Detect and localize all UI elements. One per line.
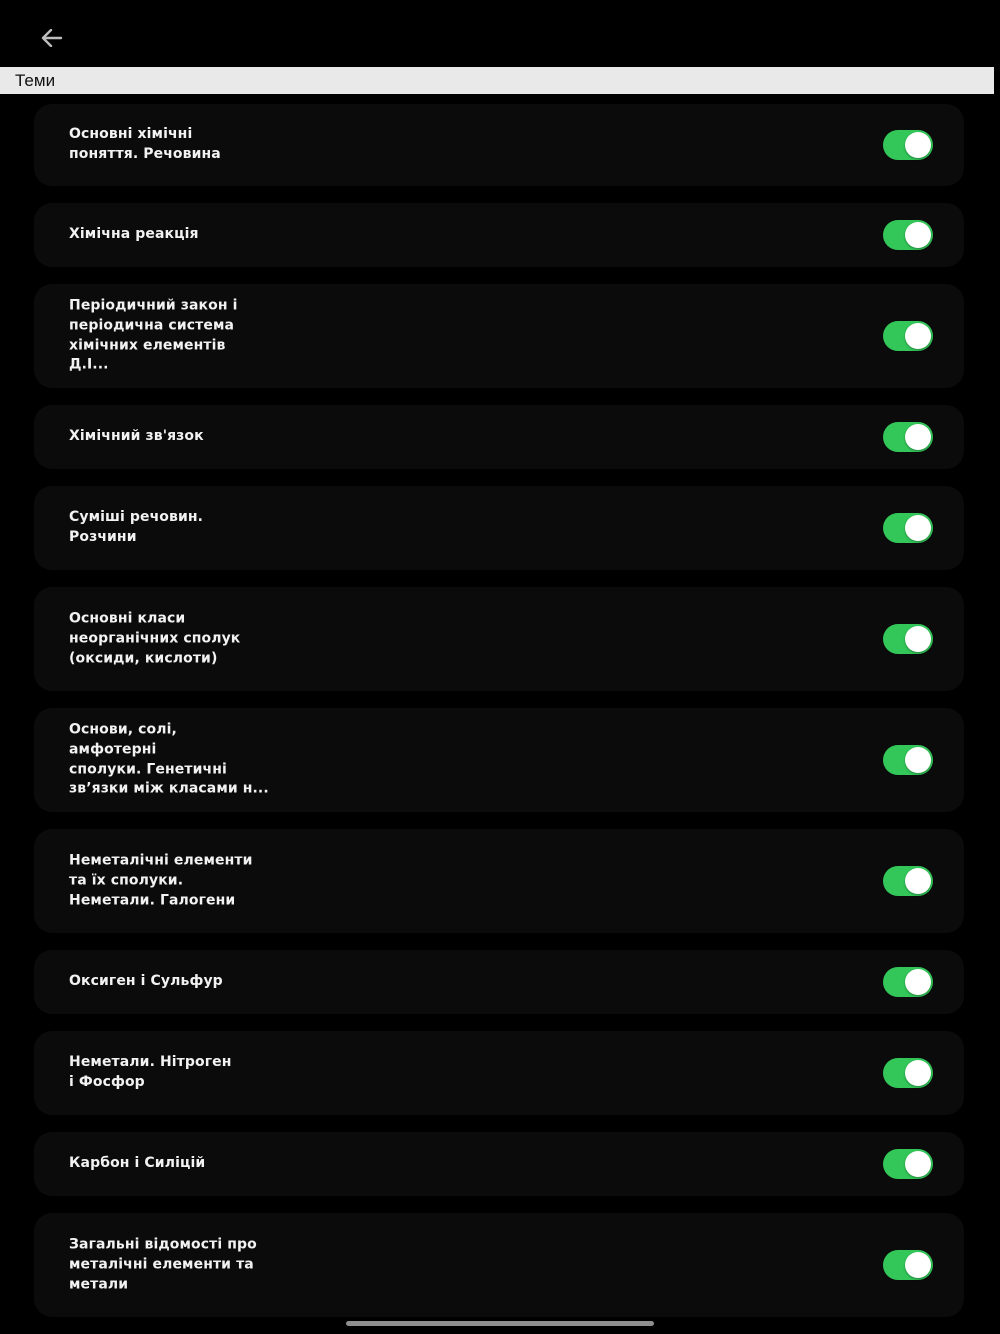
topic-label: Хімічний зв'язок [69, 428, 204, 445]
topic-label: Основні хімічні поняття. Речовина [69, 126, 221, 162]
toggle-knob [905, 1151, 931, 1177]
topic-row[interactable] [34, 829, 964, 933]
topic-row[interactable] [34, 950, 964, 1014]
topic-toggle[interactable] [883, 220, 933, 250]
topic-row[interactable] [34, 587, 964, 691]
section-header-topics: Теми [0, 67, 994, 94]
topic-row[interactable] [34, 1213, 964, 1317]
top-bar [0, 0, 1000, 67]
topic-label: Загальні відомості про металічні елементи та метали [69, 1236, 257, 1292]
topic-label: Хімічна реакція [69, 226, 199, 243]
topic-label: Оксиген і Сульфур [69, 973, 223, 990]
toggle-knob [905, 1060, 931, 1086]
toggle-knob [905, 222, 931, 248]
arrow-left-icon [41, 29, 63, 47]
back-button[interactable] [34, 20, 70, 56]
toggle-knob [905, 1252, 931, 1278]
topic-toggle[interactable] [883, 1250, 933, 1280]
topic-toggle[interactable] [883, 1058, 933, 1088]
topic-label: Карбон і Силіцій [69, 1155, 206, 1172]
home-indicator [346, 1321, 654, 1326]
topic-row[interactable] [34, 708, 964, 812]
topic-toggle[interactable] [883, 513, 933, 543]
topic-row[interactable] [34, 104, 964, 186]
topic-row[interactable] [34, 1132, 964, 1196]
topic-toggle[interactable] [883, 745, 933, 775]
topic-row[interactable] [34, 284, 964, 388]
topic-row[interactable] [34, 203, 964, 267]
topic-toggle[interactable] [883, 422, 933, 452]
topic-label: Неметали. Нітроген і Фосфор [69, 1054, 232, 1090]
topic-label: Періодичний закон і періодична система хімічних елементів Д.І... [69, 297, 238, 373]
topic-toggle[interactable] [883, 967, 933, 997]
topic-row[interactable] [34, 486, 964, 570]
toggle-knob [905, 132, 931, 158]
topic-toggle[interactable] [883, 130, 933, 160]
topic-row[interactable] [34, 405, 964, 469]
topic-toggle[interactable] [883, 866, 933, 896]
toggle-knob [905, 626, 931, 652]
toggle-knob [905, 747, 931, 773]
toggle-knob [905, 424, 931, 450]
topic-toggle[interactable] [883, 1149, 933, 1179]
topic-label: Основи, солі, амфотерні сполуки. Генетичні зв’язки між класами н... [69, 721, 269, 797]
toggle-knob [905, 323, 931, 349]
topic-label: Неметалічні елементи та їх сполуки. Неметали. Галогени [69, 852, 253, 908]
topic-label: Основні класи неорганічних сполук (оксиди, кислоти) [69, 610, 241, 666]
toggle-knob [905, 515, 931, 541]
topic-row[interactable] [34, 1031, 964, 1115]
scroll-indicator [994, 67, 998, 94]
toggle-knob [905, 868, 931, 894]
toggle-knob [905, 969, 931, 995]
topic-toggle[interactable] [883, 624, 933, 654]
topic-label: Суміші речовин. Розчини [69, 509, 204, 545]
topic-toggle[interactable] [883, 321, 933, 351]
